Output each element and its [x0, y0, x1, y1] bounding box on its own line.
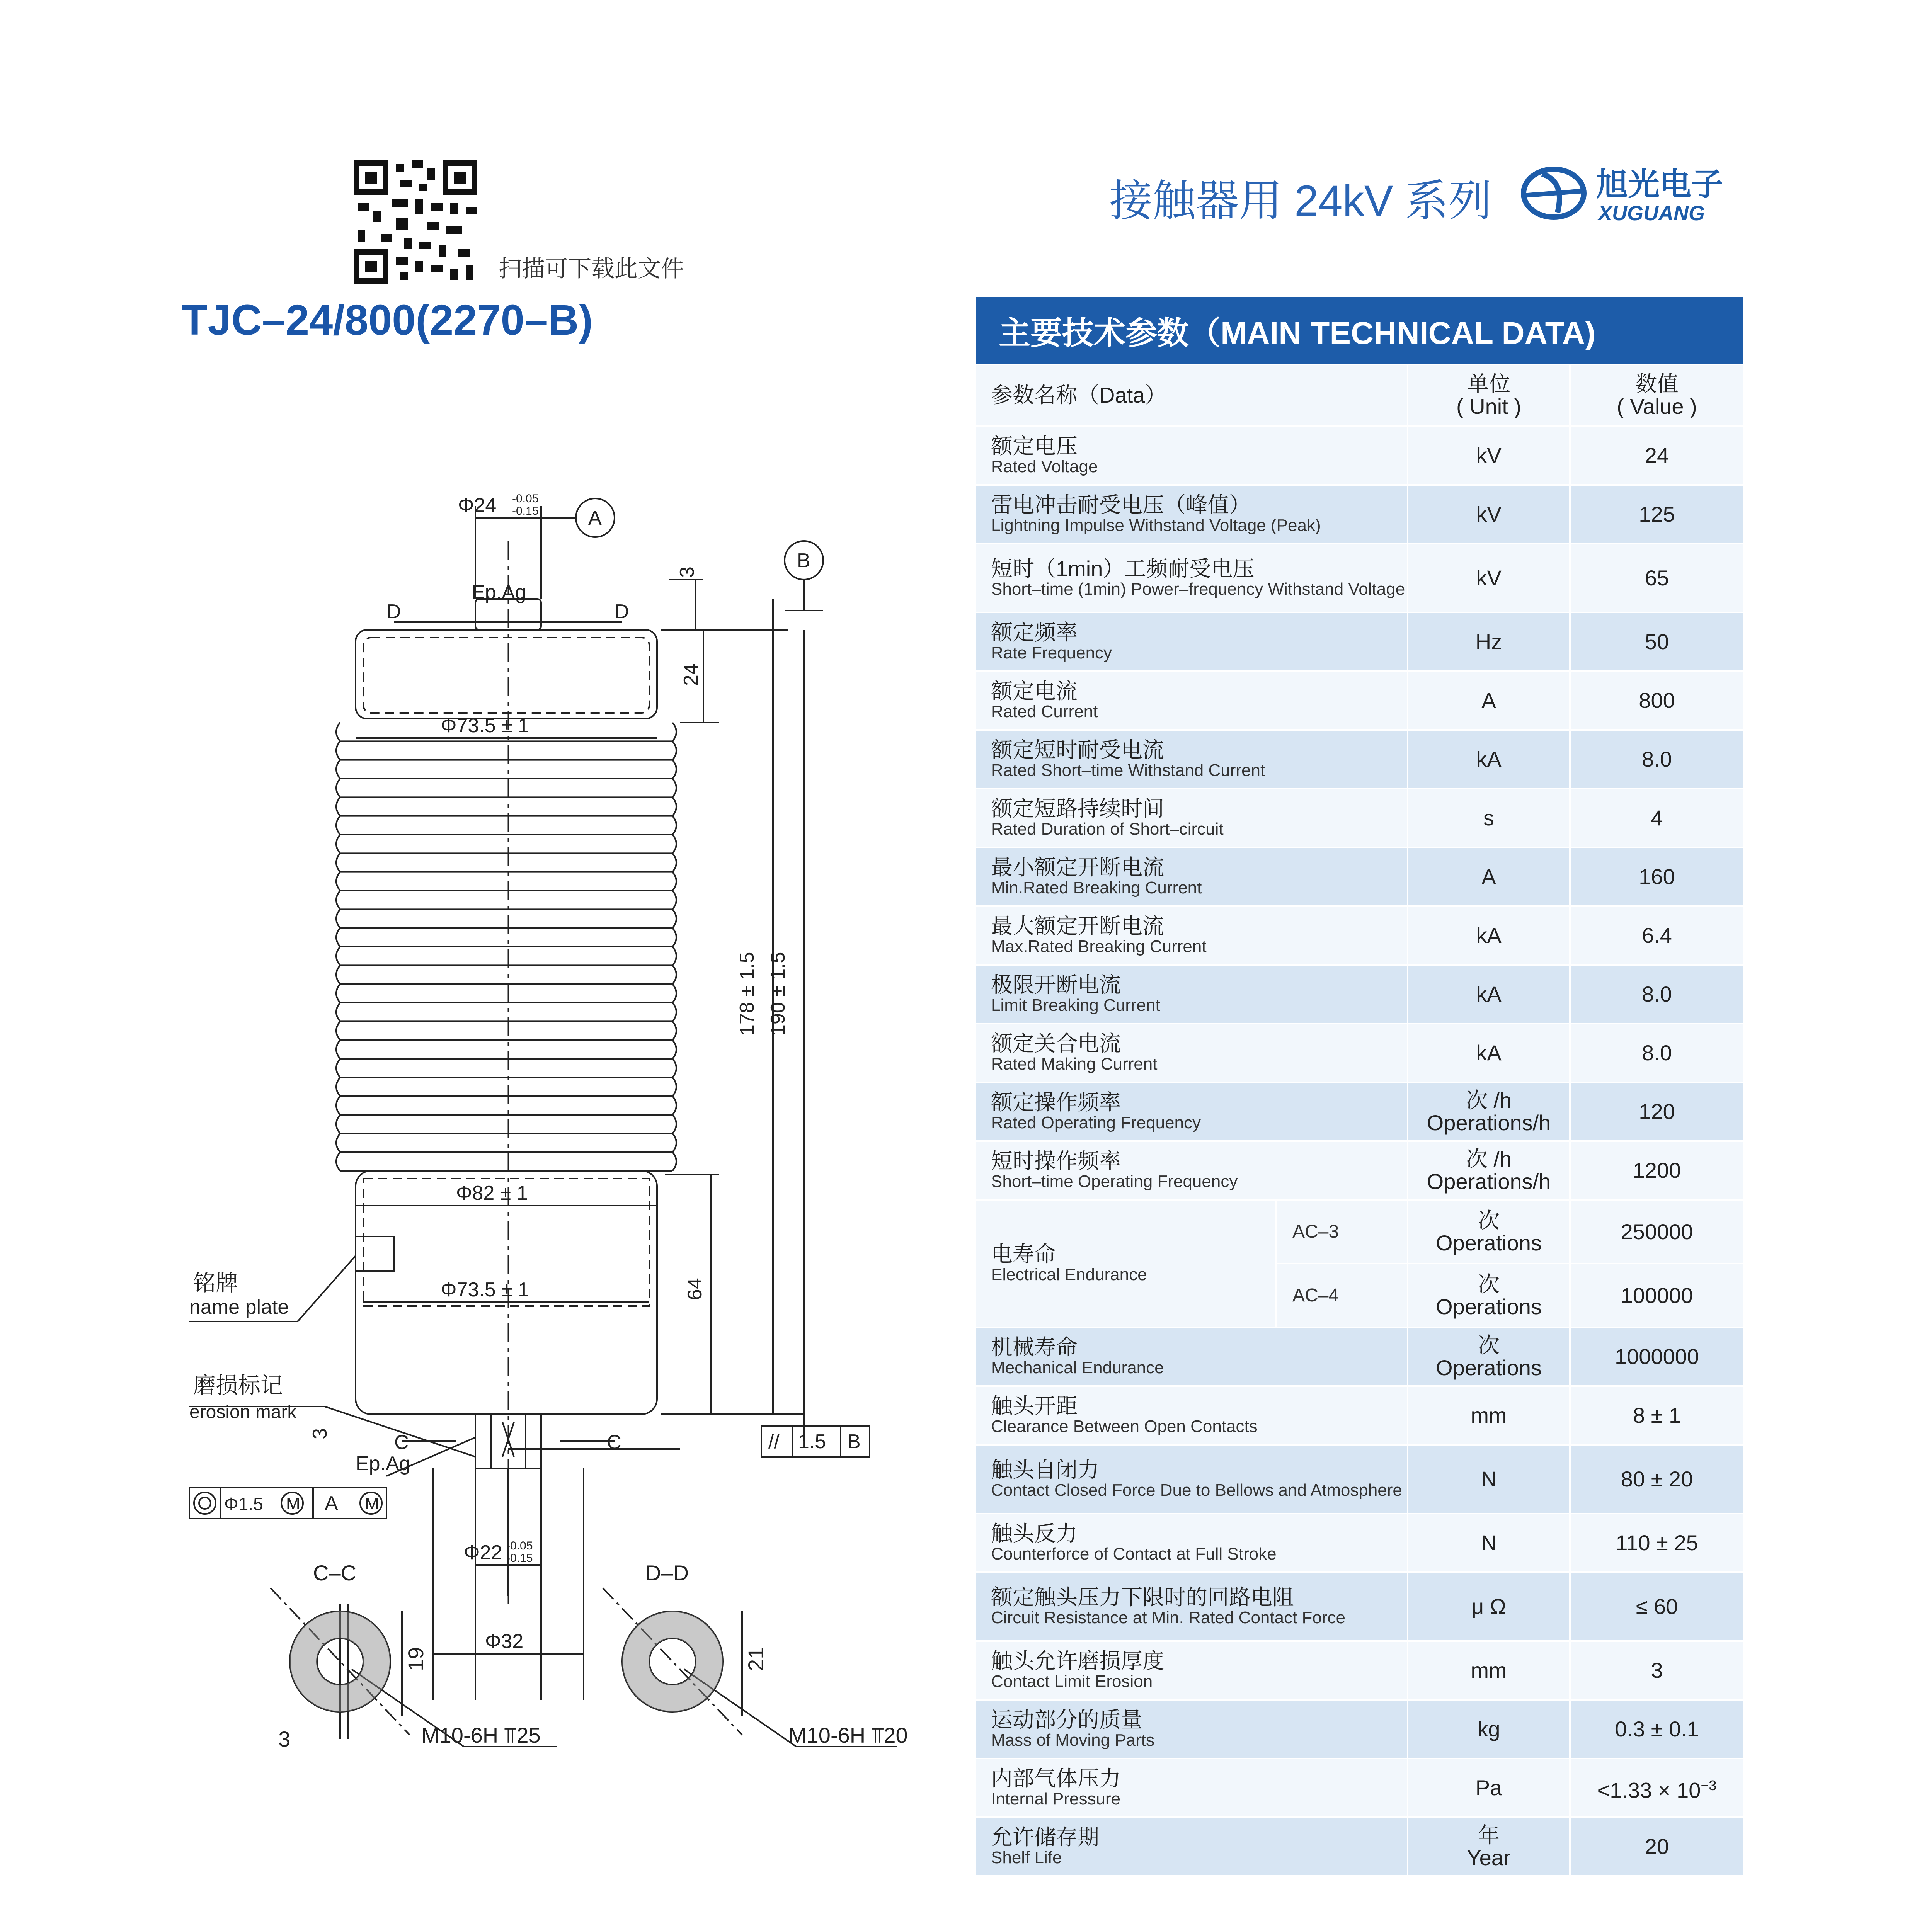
- parallel-datum: B: [847, 1430, 861, 1453]
- dd-dim-21: 21: [744, 1647, 768, 1671]
- table-row: [975, 1082, 1744, 1141]
- param-en: Contact Limit Erosion: [991, 1672, 1153, 1691]
- unit-cn: 次 /h: [1466, 1147, 1512, 1171]
- param-en: Short–time Operating Frequency: [991, 1172, 1238, 1191]
- param-cn: 额定触头压力下限时的回路电阻: [991, 1585, 1294, 1609]
- elec-ac3-unit-cn: 次: [1478, 1208, 1500, 1233]
- elec-endurance-en: Electrical Endurance: [991, 1265, 1147, 1284]
- ep-ag-bottom: Ep.Ag: [356, 1452, 410, 1475]
- value: 1200: [1633, 1158, 1681, 1182]
- parallel-symbol: //: [768, 1430, 780, 1453]
- param-en: Circuit Resistance at Min. Rated Contact Force: [991, 1608, 1346, 1627]
- table-row: [975, 1700, 1744, 1759]
- table-row: [975, 906, 1744, 965]
- elec-ac4-label: AC–4: [1276, 1264, 1408, 1327]
- param-en: Rated Operating Frequency: [991, 1113, 1201, 1132]
- dim-phi24: Φ24: [458, 494, 497, 517]
- elec-ac3-label: AC–3: [1276, 1200, 1408, 1264]
- bellows-ribs: [336, 723, 676, 1171]
- table-row: [975, 612, 1744, 671]
- unit: kV: [1476, 566, 1502, 590]
- table-row: [975, 789, 1744, 847]
- value: 8.0: [1642, 747, 1672, 771]
- dim-phi24-tol-up: -0.05: [512, 492, 539, 505]
- unit: kA: [1476, 923, 1502, 947]
- coaxiality-datum: A: [325, 1492, 338, 1515]
- value: 1000000: [1615, 1344, 1699, 1369]
- table-row: [975, 1445, 1744, 1514]
- dim-64: 64: [684, 1278, 706, 1300]
- elec-ac4-unit-en: Operations: [1436, 1294, 1542, 1319]
- unit-en: Year: [1467, 1845, 1511, 1870]
- value-exponent: −3: [1701, 1777, 1717, 1793]
- param-en: Rated Short–time Withstand Current: [991, 761, 1265, 780]
- param-en: Rate Frequency: [991, 643, 1112, 662]
- table-row: [975, 485, 1744, 544]
- unit-cn: 年: [1478, 1823, 1500, 1847]
- dim-phi32: Φ32: [485, 1630, 524, 1653]
- section-cc-title: C–C: [313, 1561, 357, 1585]
- qr-caption: 扫描可下载此文件: [499, 256, 684, 282]
- param-en: Shelf Life: [991, 1848, 1062, 1867]
- param-en: Rated Duration of Short–circuit: [991, 820, 1224, 838]
- unit: Pa: [1475, 1776, 1502, 1800]
- dim-phi22-tol-dn: -0.15: [506, 1552, 533, 1565]
- param-cn: 额定短时耐受电流: [991, 738, 1164, 762]
- param-cn: 额定电流: [991, 679, 1078, 703]
- param-cn: 触头允许磨损厚度: [991, 1649, 1164, 1673]
- unit: kg: [1477, 1717, 1500, 1741]
- unit: kA: [1476, 982, 1502, 1006]
- param-en: Rated Voltage: [991, 457, 1098, 476]
- param-en: Internal Pressure: [991, 1789, 1121, 1808]
- unit: Hz: [1475, 629, 1502, 654]
- unit: mm: [1471, 1658, 1507, 1682]
- unit: kA: [1476, 747, 1502, 771]
- main-head-value-en: ( Value ): [1617, 394, 1697, 418]
- table-row: [975, 1386, 1744, 1445]
- main-head-unit-en: ( Unit ): [1456, 394, 1521, 418]
- param-en: Contact Closed Force Due to Bellows and Atmosphere: [991, 1481, 1402, 1500]
- value: 24: [1645, 443, 1669, 468]
- param-cn: 极限开断电流: [991, 973, 1121, 997]
- table-row: [975, 730, 1744, 789]
- cc-thread: M10-6H ⫪25: [421, 1723, 541, 1747]
- series-title: 接触器用 24kV 系列: [1109, 177, 1492, 225]
- unit: mm: [1471, 1403, 1507, 1427]
- param-en: Min.Rated Breaking Current: [991, 878, 1202, 897]
- unit: A: [1481, 688, 1496, 713]
- elec-ac3-unit-en: Operations: [1436, 1230, 1542, 1255]
- param-en: Rated Making Current: [991, 1054, 1158, 1073]
- section-d-left: D: [386, 600, 401, 623]
- dim-phi73-top: Φ73.5 ± 1: [441, 714, 529, 737]
- value: 6.4: [1642, 923, 1672, 947]
- main-head-param: 参数名称（Data）: [975, 364, 1408, 426]
- value: 4: [1651, 806, 1663, 830]
- table-row: [975, 1817, 1744, 1876]
- model-title: TJC–24/800(2270–B): [182, 296, 593, 344]
- value: <1.33 × 10: [1597, 1778, 1701, 1803]
- datum-b-label: B: [797, 549, 810, 572]
- param-en: Rated Current: [991, 702, 1098, 721]
- unit: μ Ω: [1471, 1594, 1506, 1619]
- logo-en: XUGUANG: [1598, 202, 1705, 225]
- main-technical-data-table: [974, 296, 1745, 1877]
- param-cn: 机械寿命: [991, 1335, 1078, 1359]
- unit-cn: 次: [1478, 1333, 1500, 1357]
- main-head-unit-cn: 单位: [1467, 372, 1510, 396]
- elec-ac3-value: 250000: [1570, 1200, 1744, 1264]
- param-cn: 额定电压: [991, 434, 1078, 458]
- value: ≤ 60: [1636, 1594, 1678, 1619]
- param-cn: 内部气体压力: [991, 1766, 1121, 1791]
- ep-ag-top: Ep.Ag: [472, 581, 526, 604]
- param-en: Lightning Impulse Withstand Voltage (Peak): [991, 516, 1321, 535]
- nameplate-cn: 铭牌: [193, 1270, 238, 1296]
- datum-a-label: A: [588, 507, 602, 529]
- param-en: Short–time (1min) Power–frequency Withstand Voltage: [991, 580, 1405, 599]
- dim-phi22: Φ22: [464, 1541, 502, 1564]
- table-row: [975, 1141, 1744, 1200]
- value: 8 ± 1: [1633, 1403, 1681, 1427]
- logo-cn: 旭光电子: [1596, 166, 1723, 203]
- table-row: [975, 671, 1744, 730]
- value: 65: [1645, 566, 1669, 590]
- dim-3-top: 3: [676, 566, 698, 578]
- main-table-title: 主要技术参数（MAIN TECHNICAL DATA): [975, 296, 1744, 364]
- erosion-mark-cn: 磨损标记: [193, 1373, 283, 1398]
- section-dd-title: D–D: [645, 1561, 689, 1585]
- value: 160: [1639, 864, 1675, 889]
- table-row: [975, 1759, 1744, 1817]
- elec-ac4-unit-cn: 次: [1478, 1272, 1500, 1296]
- coaxiality-value: Φ1.5: [224, 1494, 263, 1514]
- value: 8.0: [1642, 982, 1672, 1006]
- value: 3: [1651, 1658, 1663, 1682]
- param-cn: 最大额定开断电流: [991, 914, 1164, 938]
- dim-190: 190 ± 1.5: [767, 952, 789, 1036]
- value: 50: [1645, 629, 1669, 654]
- qr-code: [354, 160, 477, 284]
- table-row: [975, 426, 1744, 485]
- xuguang-logo: [1519, 158, 1759, 228]
- unit-en: Operations: [1436, 1355, 1542, 1380]
- section-d-right: D: [615, 600, 629, 623]
- unit: A: [1481, 864, 1496, 889]
- dim-phi82: Φ82 ± 1: [456, 1182, 528, 1204]
- elec-endurance-cn: 电寿命: [991, 1242, 1056, 1266]
- param-cn: 短时（1min）工频耐受电压: [991, 556, 1255, 581]
- dim-phi22-tol-up: -0.05: [506, 1539, 533, 1552]
- dim-phi24-tol-dn: -0.15: [512, 505, 539, 517]
- table-row: [975, 1514, 1744, 1572]
- value: 80 ± 20: [1621, 1467, 1693, 1491]
- dim-3-bottom: 3: [309, 1428, 331, 1439]
- unit: kV: [1476, 502, 1502, 526]
- table-row: [975, 847, 1744, 906]
- param-cn: 雷电冲击耐受电压（峰值）: [991, 493, 1251, 517]
- table-row: [975, 1327, 1744, 1386]
- param-cn: 最小额定开断电流: [991, 855, 1164, 879]
- value: 800: [1639, 688, 1675, 713]
- param-cn: 额定操作频率: [991, 1090, 1121, 1114]
- unit: kV: [1476, 443, 1502, 468]
- param-cn: 触头开距: [991, 1394, 1078, 1418]
- param-cn: 运动部分的质量: [991, 1708, 1142, 1732]
- param-en: Mass of Moving Parts: [991, 1731, 1155, 1750]
- value: 0.3 ± 0.1: [1615, 1717, 1699, 1741]
- param-en: Limit Breaking Current: [991, 996, 1160, 1015]
- unit: kA: [1476, 1041, 1502, 1065]
- value: 110 ± 25: [1616, 1531, 1698, 1555]
- param-cn: 额定频率: [991, 620, 1078, 645]
- param-cn: 短时操作频率: [991, 1149, 1121, 1173]
- table-row: [975, 544, 1744, 612]
- coaxiality-m: M: [286, 1494, 300, 1513]
- unit-en: Operations/h: [1427, 1111, 1551, 1135]
- unit: N: [1481, 1467, 1497, 1491]
- cc-dim-3: 3: [278, 1727, 291, 1751]
- dd-thread: M10-6H ⫪20: [788, 1723, 908, 1747]
- unit-en: Operations/h: [1427, 1169, 1551, 1194]
- cross-sections: [170, 1553, 943, 1785]
- dim-24: 24: [680, 663, 702, 686]
- param-en: Max.Rated Breaking Current: [991, 937, 1207, 956]
- unit: N: [1481, 1531, 1497, 1555]
- value: 125: [1639, 502, 1675, 526]
- param-cn: 触头自闭力: [991, 1458, 1099, 1482]
- table-row: [975, 1572, 1744, 1641]
- param-en: Mechanical Endurance: [991, 1358, 1164, 1377]
- value: 20: [1645, 1834, 1669, 1859]
- dim-phi73-bottom: Φ73.5 ± 1: [441, 1279, 529, 1301]
- parallel-value: 1.5: [798, 1430, 826, 1453]
- elec-ac4-value: 100000: [1570, 1264, 1744, 1327]
- param-en: Clearance Between Open Contacts: [991, 1417, 1258, 1436]
- table-row: [975, 965, 1744, 1024]
- table-row: [975, 1641, 1744, 1700]
- param-en: Counterforce of Contact at Full Stroke: [991, 1544, 1277, 1563]
- table-row: [975, 1024, 1744, 1082]
- coaxiality-m2: M: [365, 1494, 379, 1513]
- param-cn: 触头反力: [991, 1521, 1078, 1546]
- unit: s: [1483, 806, 1494, 830]
- main-head-value-cn: 数值: [1635, 372, 1679, 396]
- section-c-right: C: [607, 1431, 621, 1454]
- param-cn: 额定关合电流: [991, 1031, 1121, 1056]
- cc-dim-19: 19: [403, 1647, 428, 1671]
- section-c-left: C: [394, 1431, 409, 1454]
- value: 120: [1639, 1099, 1675, 1124]
- param-cn: 额定短路持续时间: [991, 796, 1164, 821]
- erosion-mark-en: erosion mark: [189, 1402, 297, 1422]
- param-cn: 允许储存期: [991, 1825, 1099, 1849]
- nameplate-en: name plate: [189, 1296, 289, 1318]
- dim-178: 178 ± 1.5: [736, 952, 758, 1036]
- value: 8.0: [1642, 1041, 1672, 1065]
- unit-cn: 次 /h: [1466, 1088, 1512, 1112]
